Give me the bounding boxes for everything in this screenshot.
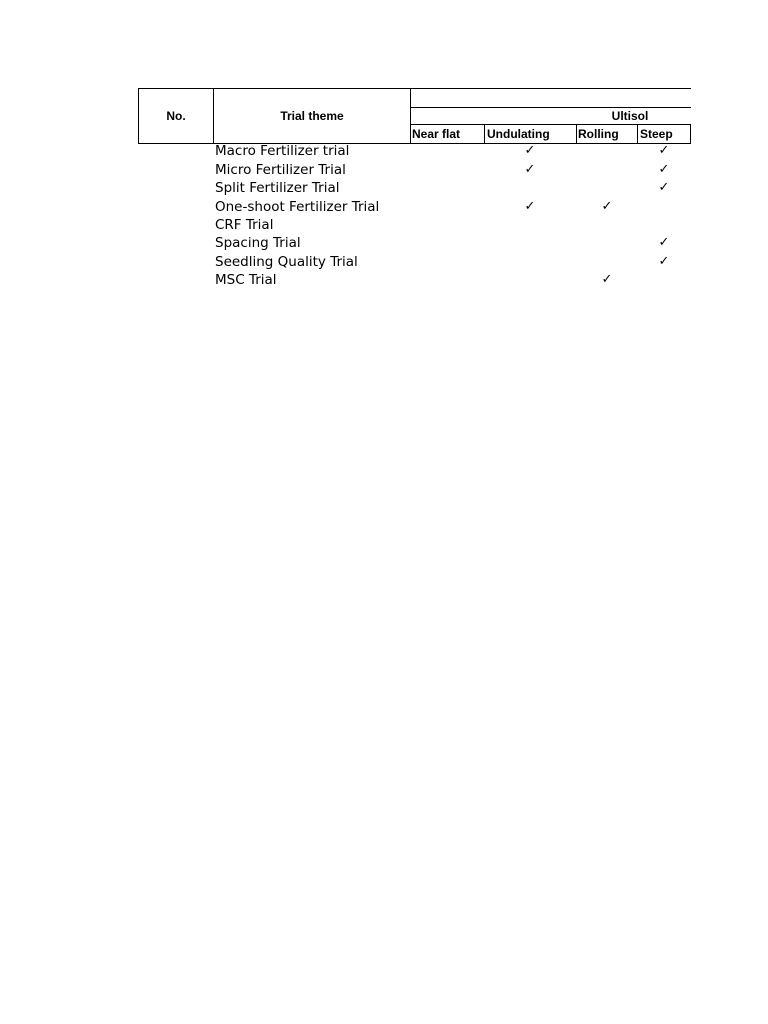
trial-theme-cell: Spacing Trial xyxy=(215,235,301,251)
trial-theme-cell: Macro Fertilizer trial xyxy=(215,143,350,159)
trial-theme-cell: Micro Fertilizer Trial xyxy=(215,161,346,178)
steep-check: ✓ xyxy=(658,161,670,177)
steep-check: ✓ xyxy=(658,235,670,250)
header-top-border xyxy=(138,88,691,89)
header-ultisol: Ultisol xyxy=(611,109,649,123)
header-rolling: Rolling xyxy=(578,127,619,141)
undulating-divider xyxy=(576,124,577,144)
steep-right-border xyxy=(690,124,691,144)
header-steep: Steep xyxy=(640,127,673,141)
trial-theme-cell: One-shoot Fertilizer Trial xyxy=(215,198,380,215)
undulating-check: ✓ xyxy=(524,198,536,214)
trial-theme-cell: Seedling Quality Trial xyxy=(215,253,358,270)
steep-check: ✓ xyxy=(658,180,670,195)
rolling-check: ✓ xyxy=(601,272,613,287)
steep-check: ✓ xyxy=(658,143,670,158)
near-flat-divider xyxy=(484,124,485,144)
theme-col-divider xyxy=(410,88,411,144)
trial-theme-cell: CRF Trial xyxy=(215,217,274,233)
header-near-flat: Near flat xyxy=(412,127,461,141)
header-undulating: Undulating xyxy=(487,127,550,141)
trial-theme-cell: MSC Trial xyxy=(215,272,277,288)
rolling-divider xyxy=(637,124,638,144)
header-no: No. xyxy=(166,109,186,123)
group-top-line xyxy=(410,107,691,108)
header-trial-theme: Trial theme xyxy=(280,109,344,123)
slope-top-line xyxy=(410,124,691,125)
undulating-check: ✓ xyxy=(524,143,536,158)
trial-theme-cell: Split Fertilizer Trial xyxy=(215,180,340,196)
rolling-check: ✓ xyxy=(601,198,613,214)
steep-check: ✓ xyxy=(658,253,670,269)
undulating-check: ✓ xyxy=(524,161,536,177)
